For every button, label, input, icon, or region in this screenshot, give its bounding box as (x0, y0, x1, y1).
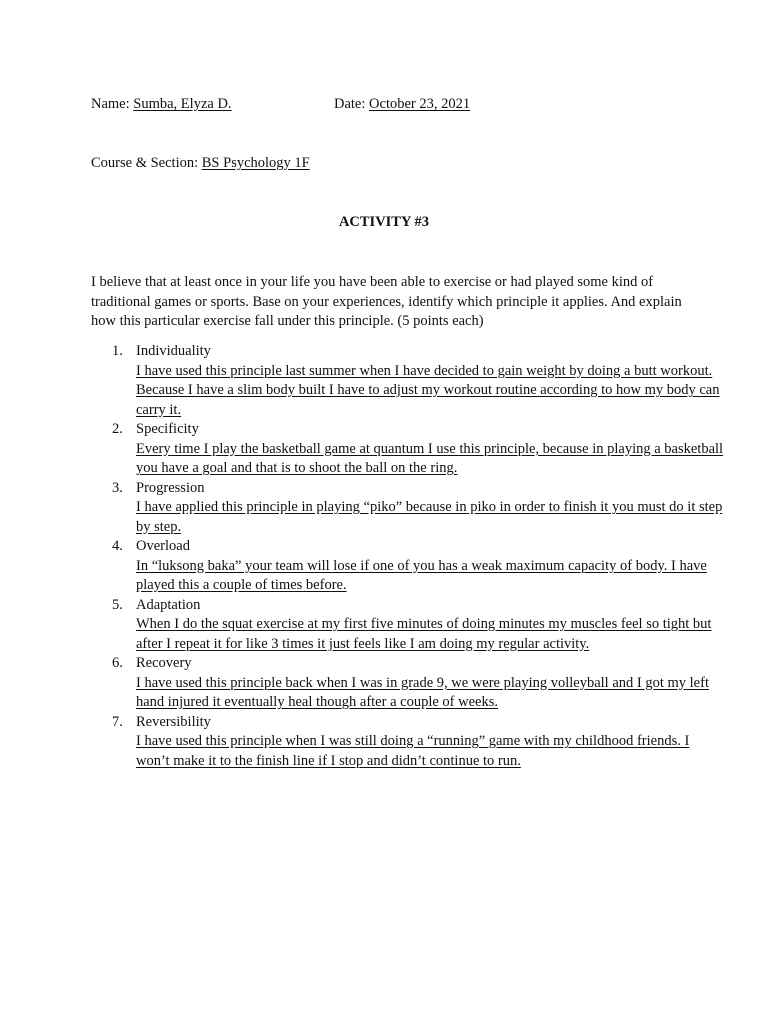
name-label: Name: (91, 96, 130, 112)
date-field (334, 96, 470, 113)
principles-list (91, 342, 731, 771)
item-answer: I have used this principle when I was still doing a “running” game with my childhood friends. I won’t make it to the finish line if I stop and didn’t continue to run. (136, 733, 690, 769)
item-number: 1. (112, 343, 123, 359)
name-value: Sumba, Elyza D. (133, 96, 232, 112)
item-number: 3. (112, 479, 123, 496)
date-value: October 23, 2021 (369, 96, 471, 112)
course-section-field (91, 155, 310, 172)
list-item (91, 342, 731, 420)
item-principle: Adaptation (136, 596, 201, 613)
item-number: 2. (112, 421, 123, 437)
item-principle: Recovery (136, 655, 192, 671)
item-principle: Reversibility (136, 713, 211, 730)
item-answer: When I do the squat exercise at my first five minutes of doing minutes my muscles feel so tight but after I repeat it for like 3 times it just feels like I am doing my regular activity. (136, 616, 712, 652)
course-value: BS Psychology 1F (201, 155, 310, 171)
item-answer: Every time I play the basketball game at quantum I use this principle, because in playing a basketball you have a goal and that is to shoot the ball on the ring. (136, 440, 724, 476)
list-item (91, 596, 731, 655)
item-principle: Overload (136, 538, 190, 554)
activity-title: ACTIVITY #3 (338, 214, 430, 230)
list-item (91, 537, 731, 596)
item-number: 5. (112, 596, 123, 613)
item-number: 7. (112, 713, 123, 730)
item-number: 4. (112, 538, 123, 554)
item-answer: In “luksong baka” your team will lose if one of you has a weak maximum capacity of body. I have played this a couple of times before. (136, 557, 707, 593)
list-item (91, 654, 731, 713)
date-label: Date: (334, 96, 366, 112)
item-principle: Individuality (136, 343, 211, 359)
item-number: 6. (112, 655, 123, 671)
list-item (91, 479, 731, 538)
item-answer: I have used this principle back when I was in grade 9, we were playing volleyball and I got my left hand injured it eventually heal though after a couple of weeks. (136, 674, 709, 710)
item-answer: I have used this principle last summer when I have decided to gain weight by doing a butt workout. Because I have a slim body built I have to adjust my workout routine according to how my body can carry it. (136, 362, 720, 418)
list-item (91, 420, 731, 479)
list-item (91, 713, 731, 772)
item-principle: Progression (136, 479, 205, 496)
instructions-paragraph: I believe that at least once in your life you have been able to exercise or had played some kind of traditional games or sports. Base on your experiences, identify which principle it applies. And explain how this particular exercise fall under this principle. (5 points each) (91, 274, 682, 329)
course-label: Course & Section: (91, 155, 199, 171)
item-answer: I have applied this principle in playing “piko” because in piko in order to finish it you must do it step by step. (136, 499, 723, 535)
item-principle: Specificity (136, 421, 199, 437)
name-field (91, 96, 232, 113)
